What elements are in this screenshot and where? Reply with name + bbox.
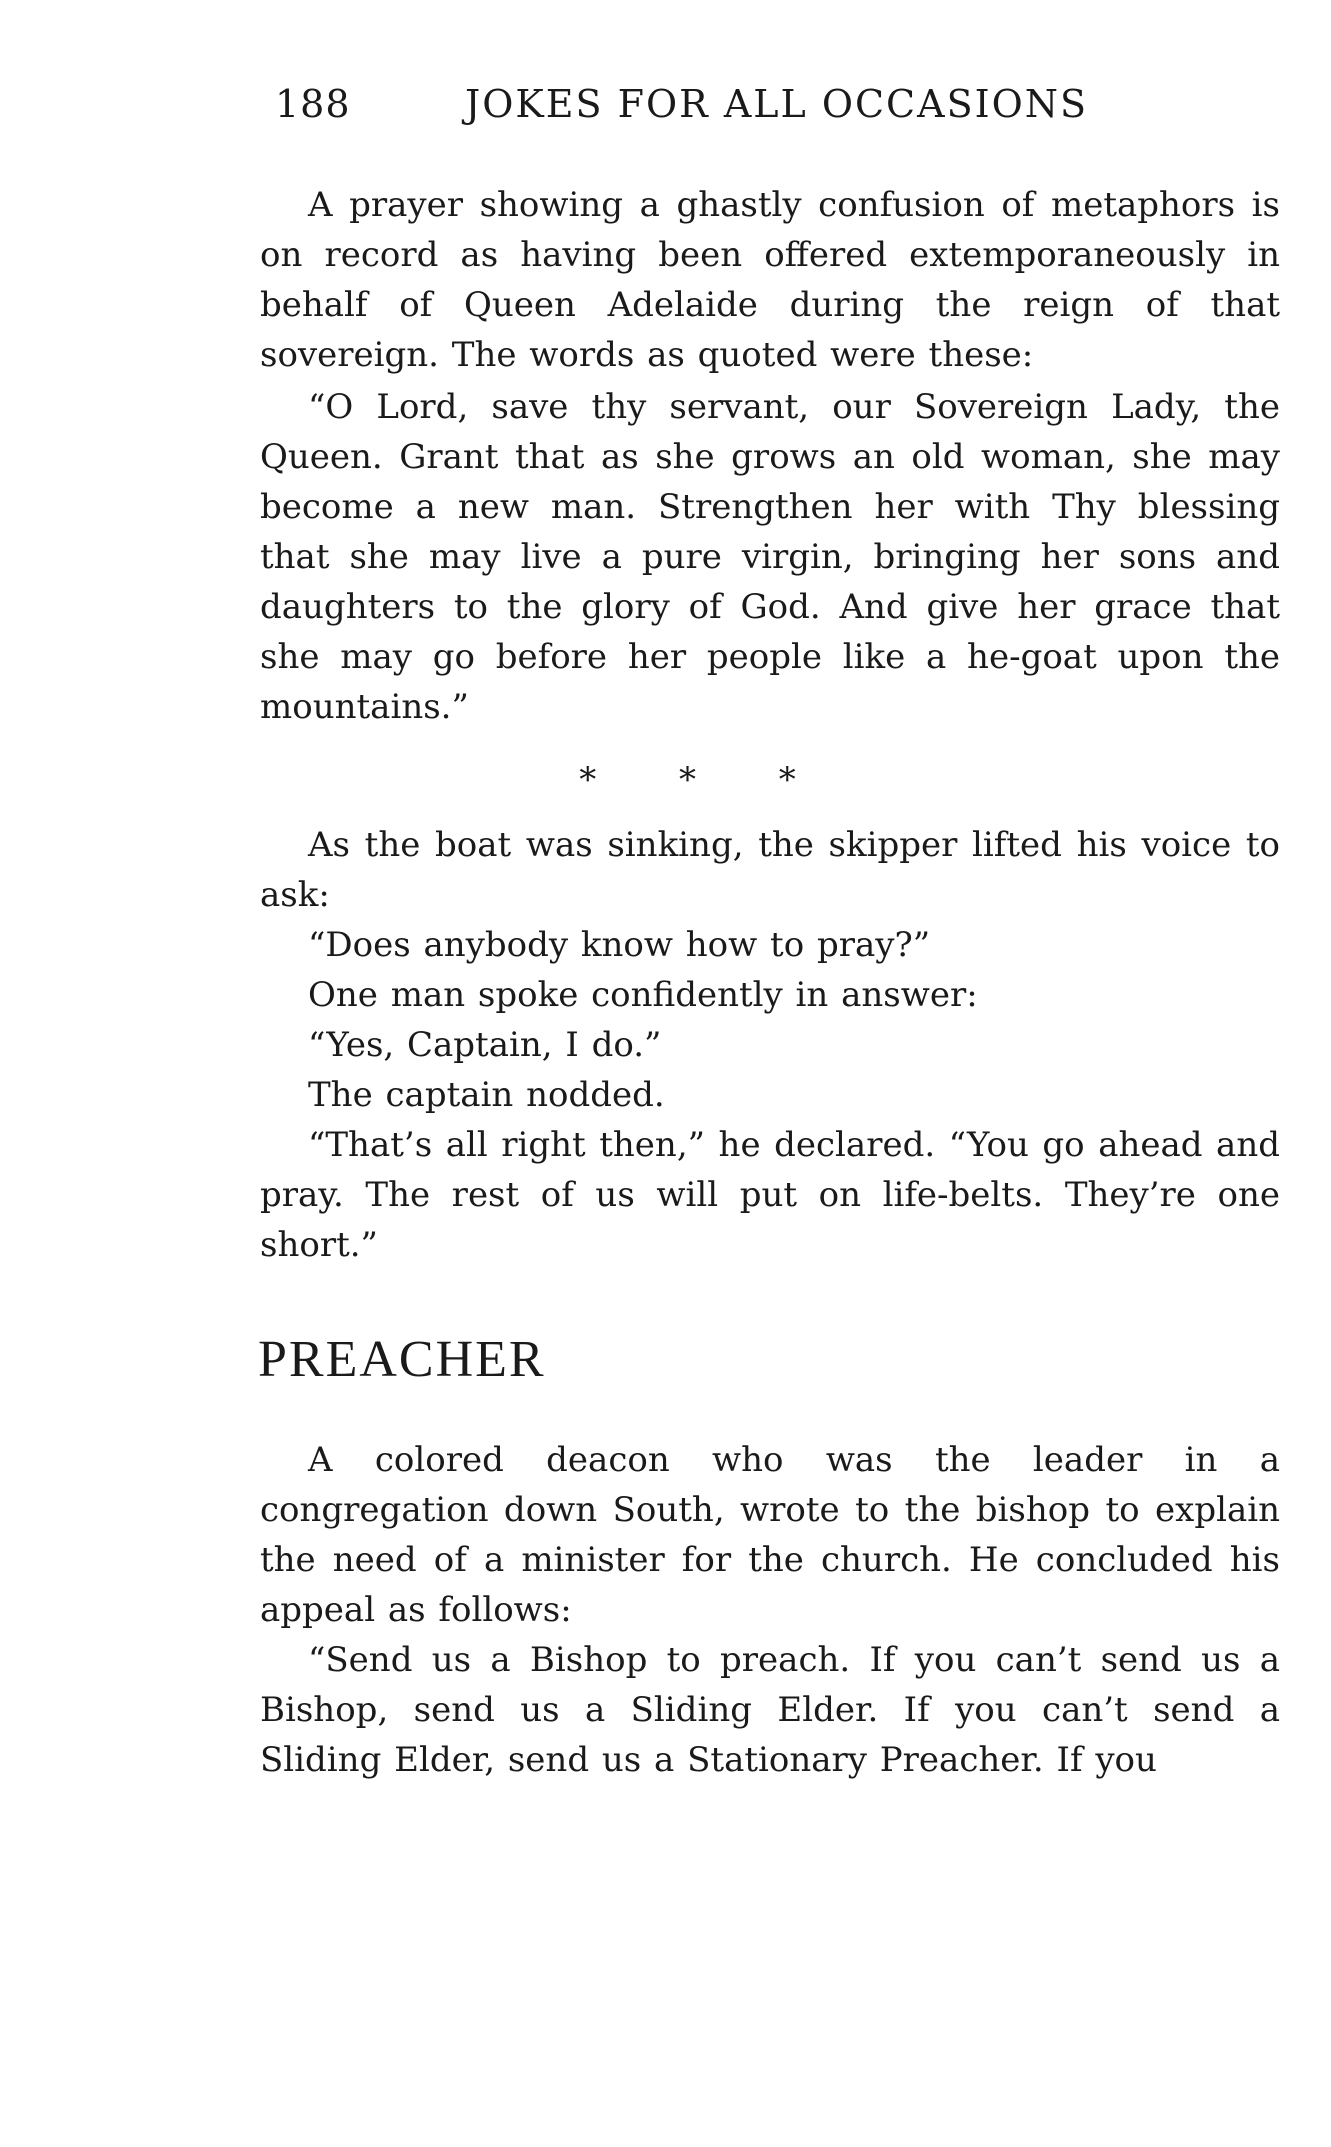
paragraph: One man spoke confidently in answer: (308, 975, 978, 1015)
preacher-anecdote (260, 1435, 1280, 1785)
paragraph: “That’s all right then,” he declared. “You go ahead and pray. The rest of us will put on life-belts. They’re one short.” (260, 1125, 1280, 1265)
paragraph: “Send us a Bishop to preach. If you can’t send us a Bishop, send us a Sliding Elder. If you can’t send a Sliding Elder, send us a Stationary Preacher. If you (260, 1640, 1280, 1780)
section-separator: * * * (579, 760, 832, 800)
paragraph: A colored deacon who was the leader in a congregation down South, wrote to the bishop to explain the need of a minister for the church. He concluded his appeal as follows: (260, 1440, 1280, 1630)
section-heading: PREACHER (258, 1331, 546, 1388)
paragraph: “O Lord, save thy servant, our Sovereign Lady, the Queen. Grant that as she grows an old woman, she may become a new man. Strengthen her with Thy blessing that she may live a pure virgin, bringing her sons and daughters to the glory of God. And give her grace that she may go before her people like a he-goat upon the mountains.” (260, 387, 1280, 727)
running-head (275, 82, 1275, 126)
paragraph: “Yes, Captain, I do.” (308, 1025, 662, 1065)
paragraph: A prayer showing a ghastly confusion of metaphors is on record as having been offered extemporaneously in behalf of Queen Adelaide during the reign of that sovereign. The words as quoted were these: (260, 185, 1280, 375)
running-title: JOKES FOR ALL OCCASIONS (465, 82, 1089, 126)
boat-anecdote (260, 820, 1280, 1270)
paragraph: “Does anybody know how to pray?” (308, 925, 931, 965)
page-number: 188 (275, 82, 351, 126)
paragraph: The captain nodded. (308, 1075, 665, 1115)
prayer-anecdote (260, 180, 1280, 732)
paragraph: As the boat was sinking, the skipper lifted his voice to ask: (260, 825, 1280, 915)
